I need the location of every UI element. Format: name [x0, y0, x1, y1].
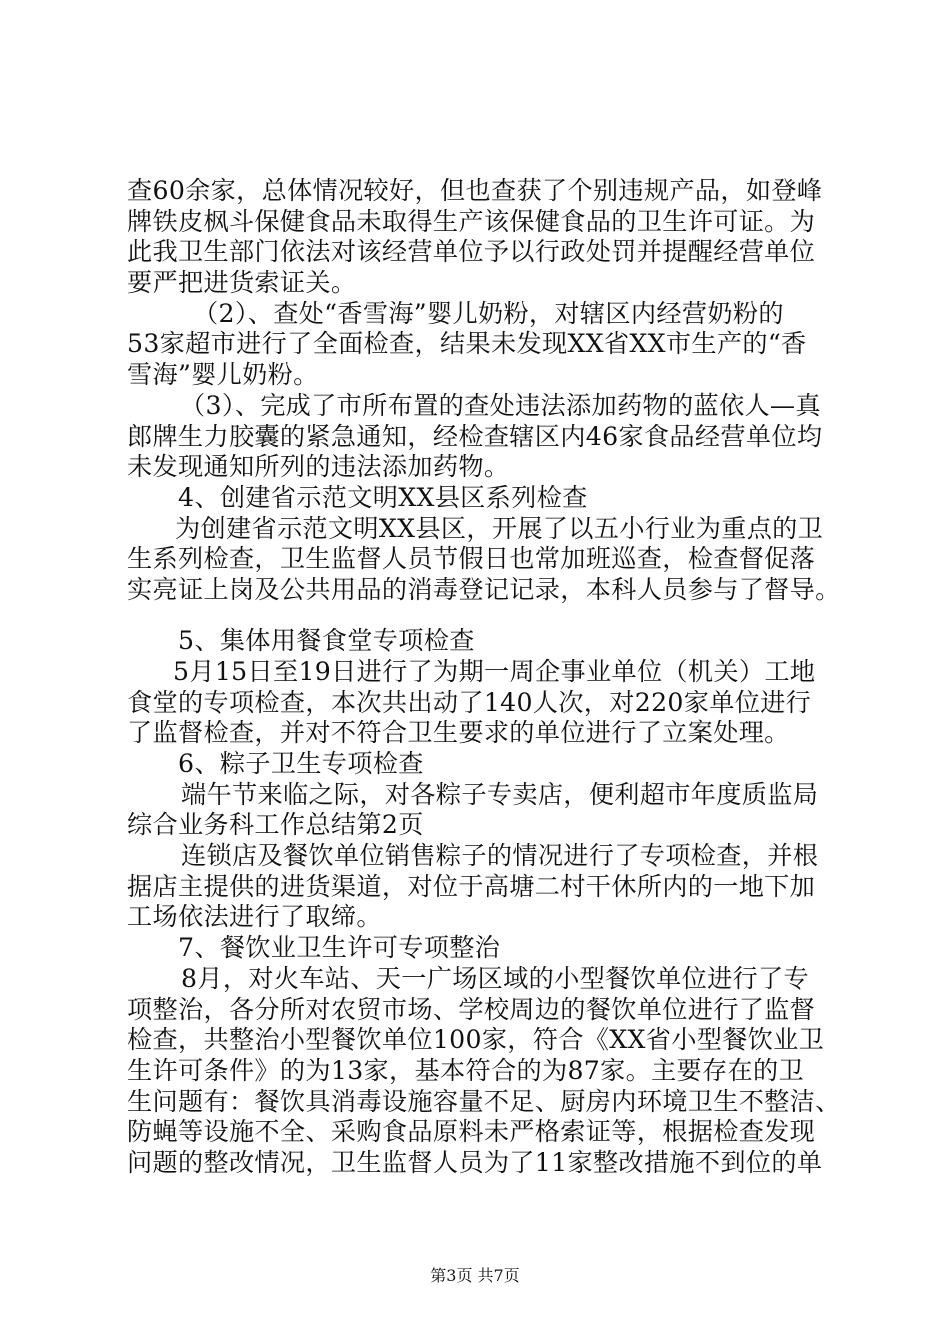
text-line: 了监督检查，并对不符合卫生要求的单位进行了立案处理。 [127, 718, 790, 747]
text-line: 未发现通知所列的违法添加药物。 [127, 452, 510, 481]
text-line: 8月，对火车站、天一广场区域的小型餐饮单位进行了专 [181, 964, 810, 993]
text-line: 据店主提供的进货渠道，对位于高塘二村干休所内的一地下加 [127, 872, 816, 901]
text-line: 5月15日至19日进行了为期一周企事业单位（机关）工地 [173, 657, 816, 686]
text-line: 问题的整改情况，卫生监督人员为了11家整改措施不到位的单 [127, 1148, 823, 1177]
text-line: 牌铁皮枫斗保健食品未取得生产该保健食品的卫生许可证。为 [127, 207, 816, 236]
text-line: 郎牌生力胶囊的紧急通知，经检查辖区内46家食品经营单位均 [127, 422, 823, 451]
text-line: 端午节来临之际，对各粽子专卖店，便利超市年度质监局 [181, 780, 819, 809]
text-line: 连锁店及餐饮单位销售粽子的情况进行了专项检查，并根 [181, 841, 819, 870]
text-line: 生许可条件》的为13家，基本符合的为87家。主要存在的卫 [127, 1056, 804, 1085]
text-line: 生系列检查，卫生监督人员节假日也常加班巡查，检查督促落 [127, 544, 816, 573]
text-line: 实亮证上岗及公共用品的消毒登记记录，本科人员参与了督导。 [127, 575, 841, 604]
text-line: 要严把进货索证关。 [127, 268, 357, 297]
text-line: 53家超市进行了全面检查，结果未发现XX省XX市生产的“香 [127, 329, 807, 358]
section-heading: 4、创建省示范文明XX县区系列检查 [178, 483, 588, 512]
text-line: （2）、查处“香雪海”婴儿奶粉，对辖区内经营奶粉的 [193, 299, 784, 328]
text-line: 生问题有：餐饮具消毒设施容量不足、厨房内环境卫生不整洁、 [127, 1087, 841, 1116]
text-line: 为创建省示范文明XX县区，开展了以五小行业为重点的卫 [175, 514, 824, 543]
text-line: 项整治，各分所对农贸市场、学校周边的餐饮单位进行了监督 [127, 995, 816, 1024]
text-line: 综合业务科工作总结第2页 [127, 810, 424, 839]
text-line: （3）、完成了市所布置的查处违法添加药物的蓝依人—真 [180, 391, 821, 420]
page-number-footer: 第3页 共7页 [430, 1266, 520, 1285]
text-line: 查60余家，总体情况较好，但也查获了个别违规产品，如登峰 [127, 176, 823, 205]
text-line: 雪海”婴儿奶粉。 [127, 360, 319, 389]
text-line: 检查，共整治小型餐饮单位100家，符合《XX省小型餐饮业卫 [127, 1025, 825, 1054]
section-heading: 7、餐饮业卫生许可专项整治 [178, 933, 501, 962]
text-line: 工场依法进行了取缔。 [127, 902, 382, 931]
section-heading: 6、粽子卫生专项检查 [178, 749, 424, 778]
text-line: 防蝇等设施不全、采购食品原料未严格索证等，根据检查发现 [127, 1117, 816, 1146]
section-heading: 5、集体用餐食堂专项检查 [178, 626, 475, 655]
text-line: 食堂的专项检查，本次共出动了140人次，对220家单位进行 [127, 688, 812, 717]
text-line: 此我卫生部门依法对该经营单位予以行政处罚并提醒经营单位 [127, 237, 816, 266]
